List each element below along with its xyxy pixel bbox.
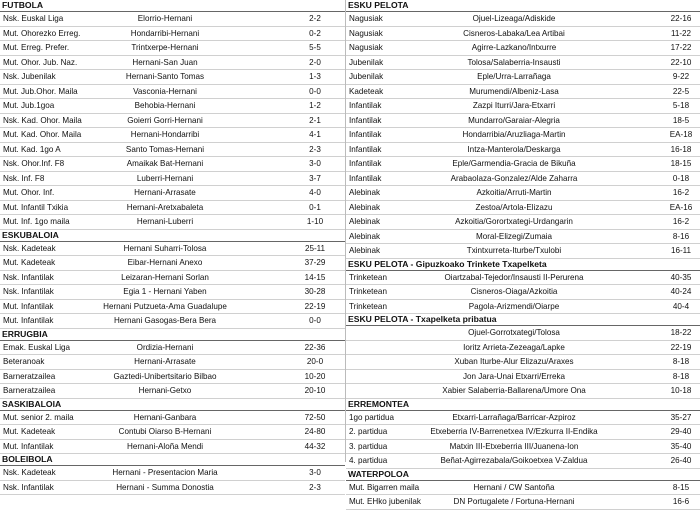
category-label: Mut. Infantilak	[3, 301, 54, 311]
match-score: 40-4	[672, 301, 690, 311]
match-teams: Hernani Putzueta-Ama Guadalupe	[103, 301, 227, 311]
match-teams: Murumendi/Albeniz-Lasa	[469, 86, 559, 96]
category-label: Mut. senior 2. maila	[3, 412, 74, 422]
match-score: 16-11	[670, 246, 692, 255]
result-row	[0, 157, 345, 172]
match-teams: Trintxerpe-Hernani	[131, 43, 199, 52]
match-teams: Hernani-Luberri	[136, 217, 194, 226]
match-teams: Xabier Salaberria-Ballarena/Umore Ona	[442, 386, 586, 395]
category-label: Barneratzailea	[3, 371, 56, 381]
match-score: 3-0	[309, 159, 321, 168]
category-label: Beteranoak	[3, 357, 45, 366]
match-score: 5-5	[309, 43, 321, 52]
section-title-waterpoloa: WATERPOLOA	[346, 469, 700, 481]
category-label: Mut. Kad. 1go A	[3, 144, 61, 154]
category-label: 1go partidua	[349, 412, 395, 422]
match-score: 16-2	[672, 217, 690, 226]
category-label: Mut. Ohor. Inf.	[3, 188, 55, 197]
match-teams: Zestoa/Artola-Elizazu	[475, 202, 553, 212]
match-score: 40-24	[670, 287, 692, 296]
match-score: 16-6	[672, 497, 690, 506]
category-label: Nsk. Infantilak	[3, 287, 54, 296]
result-row	[0, 440, 345, 455]
match-teams: Ojuel-Lizeaga/Adiskide	[472, 14, 556, 23]
category-label: 3. partidua	[349, 441, 388, 451]
match-teams: Luberri-Hernani	[136, 173, 194, 183]
result-row	[346, 143, 700, 158]
category-label: Nsk. Infantilak	[3, 272, 54, 282]
match-teams: Elorrio-Hernani	[137, 14, 193, 23]
result-row	[0, 481, 345, 496]
result-row	[0, 41, 345, 56]
result-row	[346, 172, 700, 187]
category-label: Mut. Ohor. Jub. Naz.	[3, 57, 78, 67]
result-row	[0, 128, 345, 143]
section-title-erremontea: ERREMONTEA	[346, 399, 700, 411]
result-row	[346, 384, 700, 399]
result-row	[346, 186, 700, 201]
category-label: Jubenilak	[349, 72, 384, 81]
result-row	[346, 285, 700, 300]
match-score: 0-0	[309, 316, 321, 325]
match-teams: Hernani-Ganbara	[133, 412, 197, 422]
match-score: 0-2	[309, 28, 321, 38]
result-row	[0, 370, 345, 385]
match-score: 30-28	[304, 287, 326, 296]
section-title-eskubaloia: ESKUBALOIA	[0, 230, 345, 242]
match-teams: Eibar-Hernani Anexo	[127, 258, 203, 267]
result-row	[0, 70, 345, 85]
match-score: 1-3	[309, 72, 321, 81]
match-score: 11-22	[670, 28, 692, 38]
match-teams: Pagola-Arizmendi/Oiarpe	[468, 301, 560, 311]
match-teams: Txintxurreta-Iturbe/Txulobi	[466, 246, 562, 255]
match-score: 8-16	[672, 231, 690, 241]
result-row	[0, 314, 345, 329]
match-teams: Azkoitia/Arruti-Martin	[476, 188, 552, 197]
match-score: 22-19	[670, 342, 692, 352]
match-score: 0-1	[309, 202, 321, 212]
result-row	[346, 114, 700, 129]
match-score: 22-10	[670, 57, 692, 67]
match-teams: Behobia-Hernani	[134, 101, 196, 110]
match-teams: Tolosa/Salaberria-Insausti	[467, 57, 561, 67]
result-row	[0, 256, 345, 271]
match-teams: Hernani-Aretxabaleta	[126, 202, 204, 212]
result-row	[0, 27, 345, 42]
match-score: 16-2	[672, 188, 690, 197]
match-teams: Agirre-Lazkano/Intxurre	[471, 43, 557, 52]
match-score: 2-3	[309, 482, 321, 492]
category-label: 2. partidua	[349, 427, 388, 436]
match-teams: Hernani-Arrasate	[134, 357, 196, 366]
result-row	[0, 242, 345, 257]
match-score: 22-19	[304, 301, 326, 311]
match-teams: Hernani - Summa Donostia	[116, 482, 214, 492]
category-label: Alebinak	[349, 246, 381, 255]
match-score: 29-40	[670, 427, 692, 436]
category-label: Nsk. Kadeteak	[3, 468, 56, 477]
result-row	[346, 157, 700, 172]
category-label: Nsk. Euskal Liga	[3, 14, 64, 23]
match-teams: Hondarribi-Hernani	[130, 28, 200, 38]
match-score: 8-15	[672, 482, 690, 492]
result-row	[346, 41, 700, 56]
category-label: Nsk. Kadeteak	[3, 243, 56, 253]
match-score: 26-40	[670, 456, 692, 465]
result-row	[346, 300, 700, 315]
result-row	[346, 128, 700, 143]
match-teams: Arabaolaza-Gonzalez/Alde Zaharra	[450, 173, 578, 183]
match-score: 8-18	[672, 371, 690, 381]
section-title-boleibola: BOLEIBOLA	[0, 454, 345, 466]
category-label: Nsk. Kad. Ohor. Maila	[3, 115, 82, 125]
category-label: Mut. Erreg. Prefer.	[3, 43, 70, 52]
match-score: 14-15	[304, 272, 326, 282]
category-label: Jubenilak	[349, 57, 384, 67]
result-row	[0, 425, 345, 440]
category-label: Infantilak	[349, 115, 382, 125]
result-row	[346, 411, 700, 426]
result-row	[0, 99, 345, 114]
match-score: 2-3	[309, 144, 321, 154]
match-teams: Leizaran-Hernani Sorlan	[121, 272, 209, 282]
match-score: 20-0	[306, 357, 324, 366]
match-score: 22-5	[672, 86, 690, 96]
match-score: 20-10	[304, 386, 326, 395]
match-teams: Ioritz Arrieta-Zezeaga/Lapke	[463, 342, 565, 352]
result-row	[346, 99, 700, 114]
match-teams: Jon Jara-Unai Etxarri/Erreka	[462, 371, 566, 381]
match-score: EA-18	[669, 130, 693, 139]
match-score: 18-22	[670, 328, 692, 337]
left-column	[0, 0, 345, 495]
match-teams: Hernani Gasogas-Bera Bera	[113, 316, 217, 325]
result-row	[346, 271, 700, 286]
category-label: Mut. Kad. Ohor. Maila	[3, 130, 82, 139]
match-teams: Hernani-Aloña Mendi	[126, 441, 204, 451]
match-score: 3-0	[309, 468, 321, 477]
match-score: 18-5	[672, 115, 690, 125]
result-row	[346, 201, 700, 216]
category-label: Infantilak	[349, 159, 382, 168]
category-label: Mut. Ohorezko Erreg.	[3, 28, 81, 38]
result-row	[346, 454, 700, 469]
result-row	[346, 70, 700, 85]
match-score: 24-80	[304, 427, 326, 436]
category-label: Mut. Kadeteak	[3, 258, 56, 267]
match-score: 3-7	[309, 173, 321, 183]
category-label: 4. partidua	[349, 456, 388, 465]
result-row	[0, 56, 345, 71]
match-teams: Hondarribia/Aruzliaga-Martin	[462, 130, 566, 139]
match-score: 2-1	[309, 115, 321, 125]
section-title-esku-pelota-gipuzkoako-trinkete-txapelketa: ESKU PELOTA - Gipuzkoako Trinkete Txapelketa	[346, 259, 700, 271]
result-row	[346, 56, 700, 71]
category-label: Mut. Infantilak	[3, 316, 54, 325]
category-label: Mut. Bigarren maila	[349, 482, 420, 492]
match-teams: Amaikak Bat-Hernani	[126, 159, 204, 168]
category-label: Mut. Infantilak	[3, 441, 54, 451]
category-label: Mut. Infantil Txikia	[3, 202, 69, 212]
category-label: Infantilak	[349, 101, 382, 110]
result-row	[346, 425, 700, 440]
category-label: Infantilak	[349, 173, 382, 183]
match-score: 2-2	[309, 14, 321, 23]
match-score: 0-18	[672, 173, 690, 183]
category-label: Trinketean	[349, 287, 387, 296]
match-teams: Eple/Urra-Larrañaga	[477, 72, 551, 81]
section-title-esku-pelota: ESKU PELOTA	[346, 0, 700, 12]
match-score: 8-18	[672, 357, 690, 366]
match-teams: Eple/Garmendia-Gracia de Bikuña	[452, 159, 576, 168]
category-label: Alebinak	[349, 188, 381, 197]
result-row	[0, 384, 345, 399]
match-score: 0-0	[309, 86, 321, 96]
match-score: 40-35	[670, 272, 692, 282]
match-teams: Gaztedi-Unibertsitario Bilbao	[113, 371, 217, 381]
result-row	[0, 285, 345, 300]
match-teams: Intza-Manterola/Deskarga	[467, 144, 561, 154]
result-row	[346, 244, 700, 259]
result-row	[346, 215, 700, 230]
result-row	[346, 85, 700, 100]
match-teams: Etxarri-Larrañaga/Barricar-Azpiroz	[452, 412, 576, 422]
match-score: 4-0	[309, 188, 321, 197]
match-teams: Moral-Elizegi/Zumaia	[475, 231, 553, 241]
category-label: Trinketean	[349, 301, 387, 311]
match-teams: Egia 1 - Hernani Yaben	[123, 287, 207, 296]
result-row	[0, 215, 345, 230]
match-teams: Beñat-Agirrezabala/Goikoetxea V-Zaldua	[440, 456, 588, 465]
match-score: 35-27	[670, 412, 692, 422]
match-score: 1-10	[306, 217, 324, 226]
match-teams: Ojuel-Gorrotxategi/Tolosa	[468, 328, 560, 337]
result-row	[346, 370, 700, 385]
category-label: Mut. Jub.1goa	[3, 101, 55, 110]
category-label: Mut. Kadeteak	[3, 427, 56, 436]
match-score: 37-29	[304, 258, 326, 267]
match-score: 2-0	[309, 57, 321, 67]
result-row	[0, 355, 345, 370]
category-label: Mut. EHko jubenilak	[349, 497, 421, 506]
match-score: 10-20	[304, 371, 326, 381]
match-score: 72-50	[304, 412, 326, 422]
match-teams: Cisneros-Labaka/Lea Artibai	[463, 28, 565, 38]
category-label: Nagusiak	[349, 43, 383, 52]
match-score: 44-32	[304, 441, 326, 451]
category-label: Infantilak	[349, 130, 382, 139]
match-teams: Oiartzabal-Tejedor/Insausti II-Perurena	[444, 272, 584, 282]
match-score: 1-2	[309, 101, 321, 110]
category-label: Infantilak	[349, 144, 382, 154]
result-row	[0, 341, 345, 356]
category-label: Nsk. Jubenilak	[3, 72, 56, 81]
result-row	[0, 300, 345, 315]
match-score: 35-40	[670, 441, 692, 451]
result-row	[0, 186, 345, 201]
result-row	[346, 481, 700, 496]
category-label: Alebinak	[349, 202, 381, 212]
match-teams: Hernani-Getxo	[138, 386, 192, 395]
match-score: 17-22	[670, 43, 692, 52]
match-score: 5-18	[672, 101, 690, 110]
result-row	[0, 143, 345, 158]
result-row	[346, 326, 700, 341]
match-teams: Hernani-Arrasate	[134, 188, 196, 197]
result-row	[0, 114, 345, 129]
category-label: Nsk. Inf. F8	[3, 173, 45, 183]
match-teams: Hernani-Santo Tomas	[125, 72, 205, 81]
match-score: 22-16	[670, 14, 692, 23]
match-score: 16-18	[670, 144, 692, 154]
match-score: 22-36	[304, 342, 326, 352]
category-label: Barneratzailea	[3, 386, 56, 395]
right-column	[346, 0, 700, 510]
result-row	[0, 201, 345, 216]
match-teams: Xuban Iturbe-Alur Elizazu/Araxes	[454, 357, 574, 366]
match-teams: Etxeberria IV-Barrenetxea IV/Ezkurra II-Endika	[430, 427, 598, 436]
section-title-esku-pelota-txapelketa-pribatua: ESKU PELOTA - Txapelketa pribatua	[346, 314, 700, 326]
match-teams: Santo Tomas-Hernani	[125, 144, 205, 154]
match-teams: Contubi Oiarso B-Hernani	[118, 427, 212, 436]
match-teams: Vasconia-Hernani	[133, 86, 197, 96]
category-label: Alebinak	[349, 231, 381, 241]
result-row	[0, 271, 345, 286]
result-row	[346, 230, 700, 245]
category-label: Mut. Jub.Ohor. Maila	[3, 86, 78, 96]
result-row	[0, 466, 345, 481]
result-row	[346, 341, 700, 356]
category-label: Mut. Inf. 1go maila	[3, 217, 70, 226]
category-label: Alebinak	[349, 217, 381, 226]
result-row	[346, 495, 700, 510]
match-teams: Hernani-San Juan	[132, 57, 198, 67]
result-row	[0, 12, 345, 27]
category-label: Nagusiak	[349, 28, 383, 38]
match-teams: Hernani-Hondarribi	[130, 130, 200, 139]
category-label: Nagusiak	[349, 14, 383, 23]
result-row	[346, 440, 700, 455]
match-score: 10-18	[670, 386, 692, 395]
result-row	[346, 12, 700, 27]
match-teams: Zazpi Iturri/Jara-Etxarri	[472, 101, 556, 110]
match-teams: Ordizia-Hernani	[136, 342, 194, 352]
section-title-saskibaloia: SASKIBALOIA	[0, 399, 345, 411]
result-row	[0, 172, 345, 187]
category-label: Nsk. Ohor.Inf. F8	[3, 159, 65, 168]
match-teams: DN Portugalete / Fortuna-Hernani	[453, 497, 575, 506]
section-title-errugbia: ERRUGBIA	[0, 329, 345, 341]
category-label: Trinketean	[349, 272, 387, 282]
match-score: 25-11	[304, 243, 326, 253]
category-label: Emak. Euskal Liga	[3, 342, 71, 352]
result-row	[0, 411, 345, 426]
match-teams: Matxin III-Etxeberria III/Juanena-Ion	[449, 441, 579, 451]
match-score: 9-22	[672, 72, 690, 81]
category-label: Nsk. Infantilak	[3, 482, 54, 492]
match-teams: Mundarro/Garaiar-Alegria	[468, 115, 560, 125]
section-title-futbola: FUTBOLA	[0, 0, 345, 12]
result-row	[346, 355, 700, 370]
match-score: 18-15	[670, 159, 692, 168]
category-label: Kadeteak	[349, 86, 384, 96]
match-teams: Hernani / CW Santoña	[473, 482, 555, 492]
result-row	[346, 27, 700, 42]
match-teams: Cisneros-Oiaga/Azkoitia	[470, 287, 558, 296]
match-teams: Azkoitia/Gorortxategi-Urdangarin	[455, 217, 573, 226]
match-score: 4-1	[309, 130, 321, 139]
match-teams: Hernani - Presentacion Maria	[112, 468, 218, 477]
match-teams: Hernani Suharri-Tolosa	[123, 243, 207, 253]
match-teams: Goierri Gorri-Hernani	[127, 115, 203, 125]
match-score: EA-16	[669, 202, 693, 212]
result-row	[0, 85, 345, 100]
